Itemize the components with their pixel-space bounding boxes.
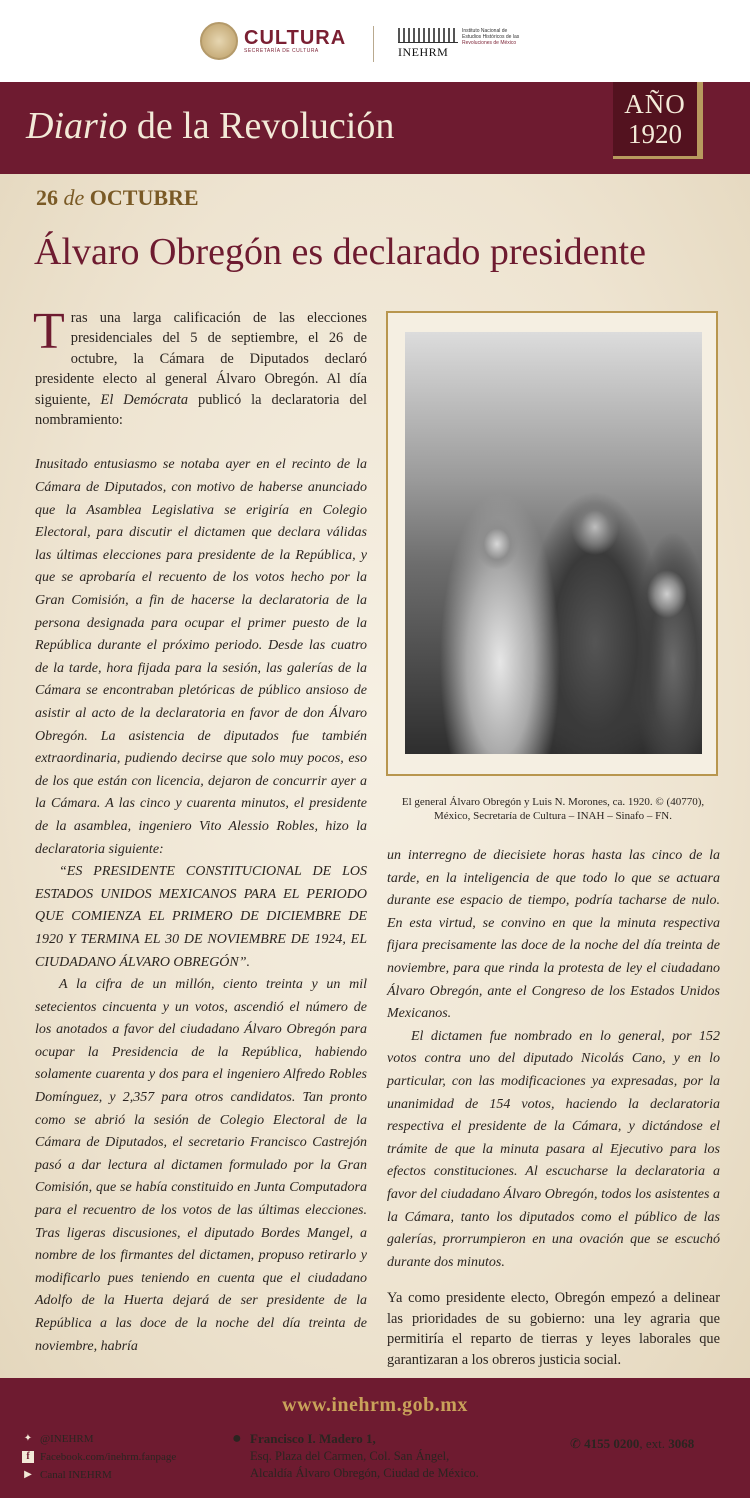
address-block: ● Francisco I. Madero 1, Esq. Plaza del Carmen, Col. San Ángel, Alcaldía Álvaro Obregón, Ciudad de México.	[232, 1430, 479, 1480]
inehrm-logo[interactable]	[398, 28, 519, 60]
closing-paragraph: Ya como presidente electo, Obregón empezó a delinear las prioridades de su gobierno: una ley agraria que permitiría el reparto de tierras y leyes laborales que garantizaran a los obreros justicia social.	[387, 1290, 720, 1368]
top-logo-bar	[0, 0, 750, 82]
quote-paragraph-1: Inusitado entusiasmo se notaba ayer en el recinto de la Cámara de Diputados, con motivo de haberse anunciado que la Asamblea Legislativa se erigiría en Colegio Electoral, para discutir el dictamen que declara válidas las últimas elecciones para presidente de la República, y que se aprobaría el recuento de los votos hecho por la Gran Comisión, a fin de hacerse la declaratoria de la persona designada para ocupar el primer puesto de la República durante el próximo periodo. Desde las cuatro de la tarde, hora fijada para la sesión, las galerías de la Cámara se encontraban pletóricas de público ansioso de asistir al acto de la declaratoria en favor de don Álvaro Obregón. La asistencia de diputados fue también extraordinaria, pudiendo decirse que solo muy pocos, eso de los que están con licencia, dejaron de concurrir ayer a la Cámara. A las cinco y cuarenta minutos, el presidente de la asamblea, ingeniero Vito Alessio Robles, hizo la declaratoria siguiente:	[35, 457, 367, 857]
quote-paragraph-2: “ES PRESIDENTE CONSTITUCIONAL DE LOS ESTADOS UNIDOS MEXICANOS PARA EL PERIODO QUE COMIENZA EL PRIMERO DE DICIEMBRE DE 1920 Y TERMINA EL 30 DE NOVIEMBRE DE 1924, EL CIUDADANO ÁLVARO OBREGÓN”.	[35, 864, 367, 970]
year-label: AÑO	[624, 89, 686, 119]
year-value: 1920	[628, 119, 682, 149]
historical-photo[interactable]	[405, 332, 702, 754]
drop-cap: T	[33, 303, 65, 360]
article-left-column	[33, 303, 367, 1358]
quote-paragraph-3: A la cifra de un millón, ciento treinta y un mil setecientos cincuenta y un votos, ascendió el número de los anotados a favor del ciudadano Álvaro Obregón para ocupar la Presidencia de la República, habiendo solamente cuarenta y dos para el ingeniero Alfredo Robles Domínguez, y 2,357 para otros candidatos. Tan pronto como se abrió la sesión de Colegio Electoral de la Cámara de Diputados, el secretario Francisco Castrejón pasó a dar lectura al dictamen formulado por la Gran Comisión, que se había constituido en Junta Computadora para el recuentro de los votos de las últimas elecciones. Tras ligeras discusiones, el diputado Bordes Mangel, a nombre de los firmantes del dictamen, propuso retirarlo y modificarlo pues teniendo en cuenta que el ciudadano Adolfo de la Huerta dejará de ser presidente de la República a las doce de la noche del día treinta de noviembre, habría	[35, 977, 367, 1354]
logo-divider	[373, 26, 374, 62]
facebook-icon: f	[22, 1451, 34, 1463]
year-badge	[613, 82, 703, 159]
cultura-logo[interactable]	[200, 22, 346, 60]
article-right-column	[387, 845, 720, 1370]
article-headline: Álvaro Obregón es declarado presidente	[34, 231, 646, 273]
source-name: El Demócrata	[100, 391, 189, 408]
diary-title: Diario de la Revolución	[26, 105, 395, 147]
facebook-link[interactable]: f Facebook.com/inehrm.fanpage	[22, 1448, 176, 1466]
youtube-icon: ▶	[24, 1469, 32, 1480]
location-pin-icon: ●	[232, 1430, 242, 1447]
phone-number[interactable]: ✆ 4155 0200, ext. 3068	[570, 1436, 695, 1451]
intro-paragraph: T ras una larga calificación de las elecciones presidenciales del 5 de septiembre, el 26 de octubre, la Cámara de Diputados declaró presidente electo al general Álvaro Obregón. Al día siguiente, El Demócrata publicó la declaratoria del nombramiento:	[33, 303, 367, 429]
quote-paragraph-4: un interregno de diecisiete horas hasta las cinco de la tarde, en la inteligencia de que todo lo que se actuara durante ese espacio de tiempo, podría tacharse de nulo. En esta virtud, se convino en que la minuta respectiva fijara precisamente las doce de la noche del día treinta de noviembre, para que rinda la protesta de ley el ciudadano Álvaro Obregón, ante el Congreso de los Estados Unidos Mexicanos.	[387, 848, 720, 1022]
cultura-logo-text: CULTURA	[244, 27, 347, 49]
cultura-logo-subtitle: SECRETARÍA DE CULTURA	[244, 48, 319, 54]
phone-icon: ✆	[570, 1436, 581, 1451]
youtube-link[interactable]: ▶ Canal INEHRM	[22, 1466, 176, 1484]
building-icon	[398, 28, 458, 43]
national-seal-icon	[200, 22, 238, 60]
inehrm-description: Instituto Nacional de Estudios Históricos de las Revoluciones de México	[462, 28, 520, 46]
inehrm-logo-text: INEHRM	[398, 45, 449, 59]
photo-caption: El general Álvaro Obregón y Luis N. Morones, ca. 1920. © (40770), México, Secretaría de Cultura – INAH – Sinafo – FN.	[401, 796, 705, 822]
twitter-link[interactable]: ✦ @INEHRM	[23, 1433, 94, 1445]
quote-paragraph-5: El dictamen fue nombrado en lo general, por 152 votos contra uno del diputado Nicolás Cano, y en lo particular, con las modificaciones ya expresadas, por la unanimidad de 154 votos, haciendo la declaratoria respectiva el presidente de la Cámara, y dictándose el trámite de que la minuta pasara al Ejecutivo para los efectos constituciones. Al escucharse la declaratoria a favor del ciudadano Álvaro Obregón, todos los asistentes a la Cámara, tanto los diputados como el público de las galerías, prorrumpieron en una ovación que se escuchó durante dos minutos.	[387, 1028, 720, 1270]
photo-frame	[386, 311, 718, 776]
twitter-icon: ✦	[23, 1433, 33, 1444]
social-links	[22, 1430, 176, 1484]
article-date: 26 de OCTUBRE	[36, 185, 199, 210]
website-link[interactable]: www.inehrm.gob.mx	[282, 1394, 468, 1416]
